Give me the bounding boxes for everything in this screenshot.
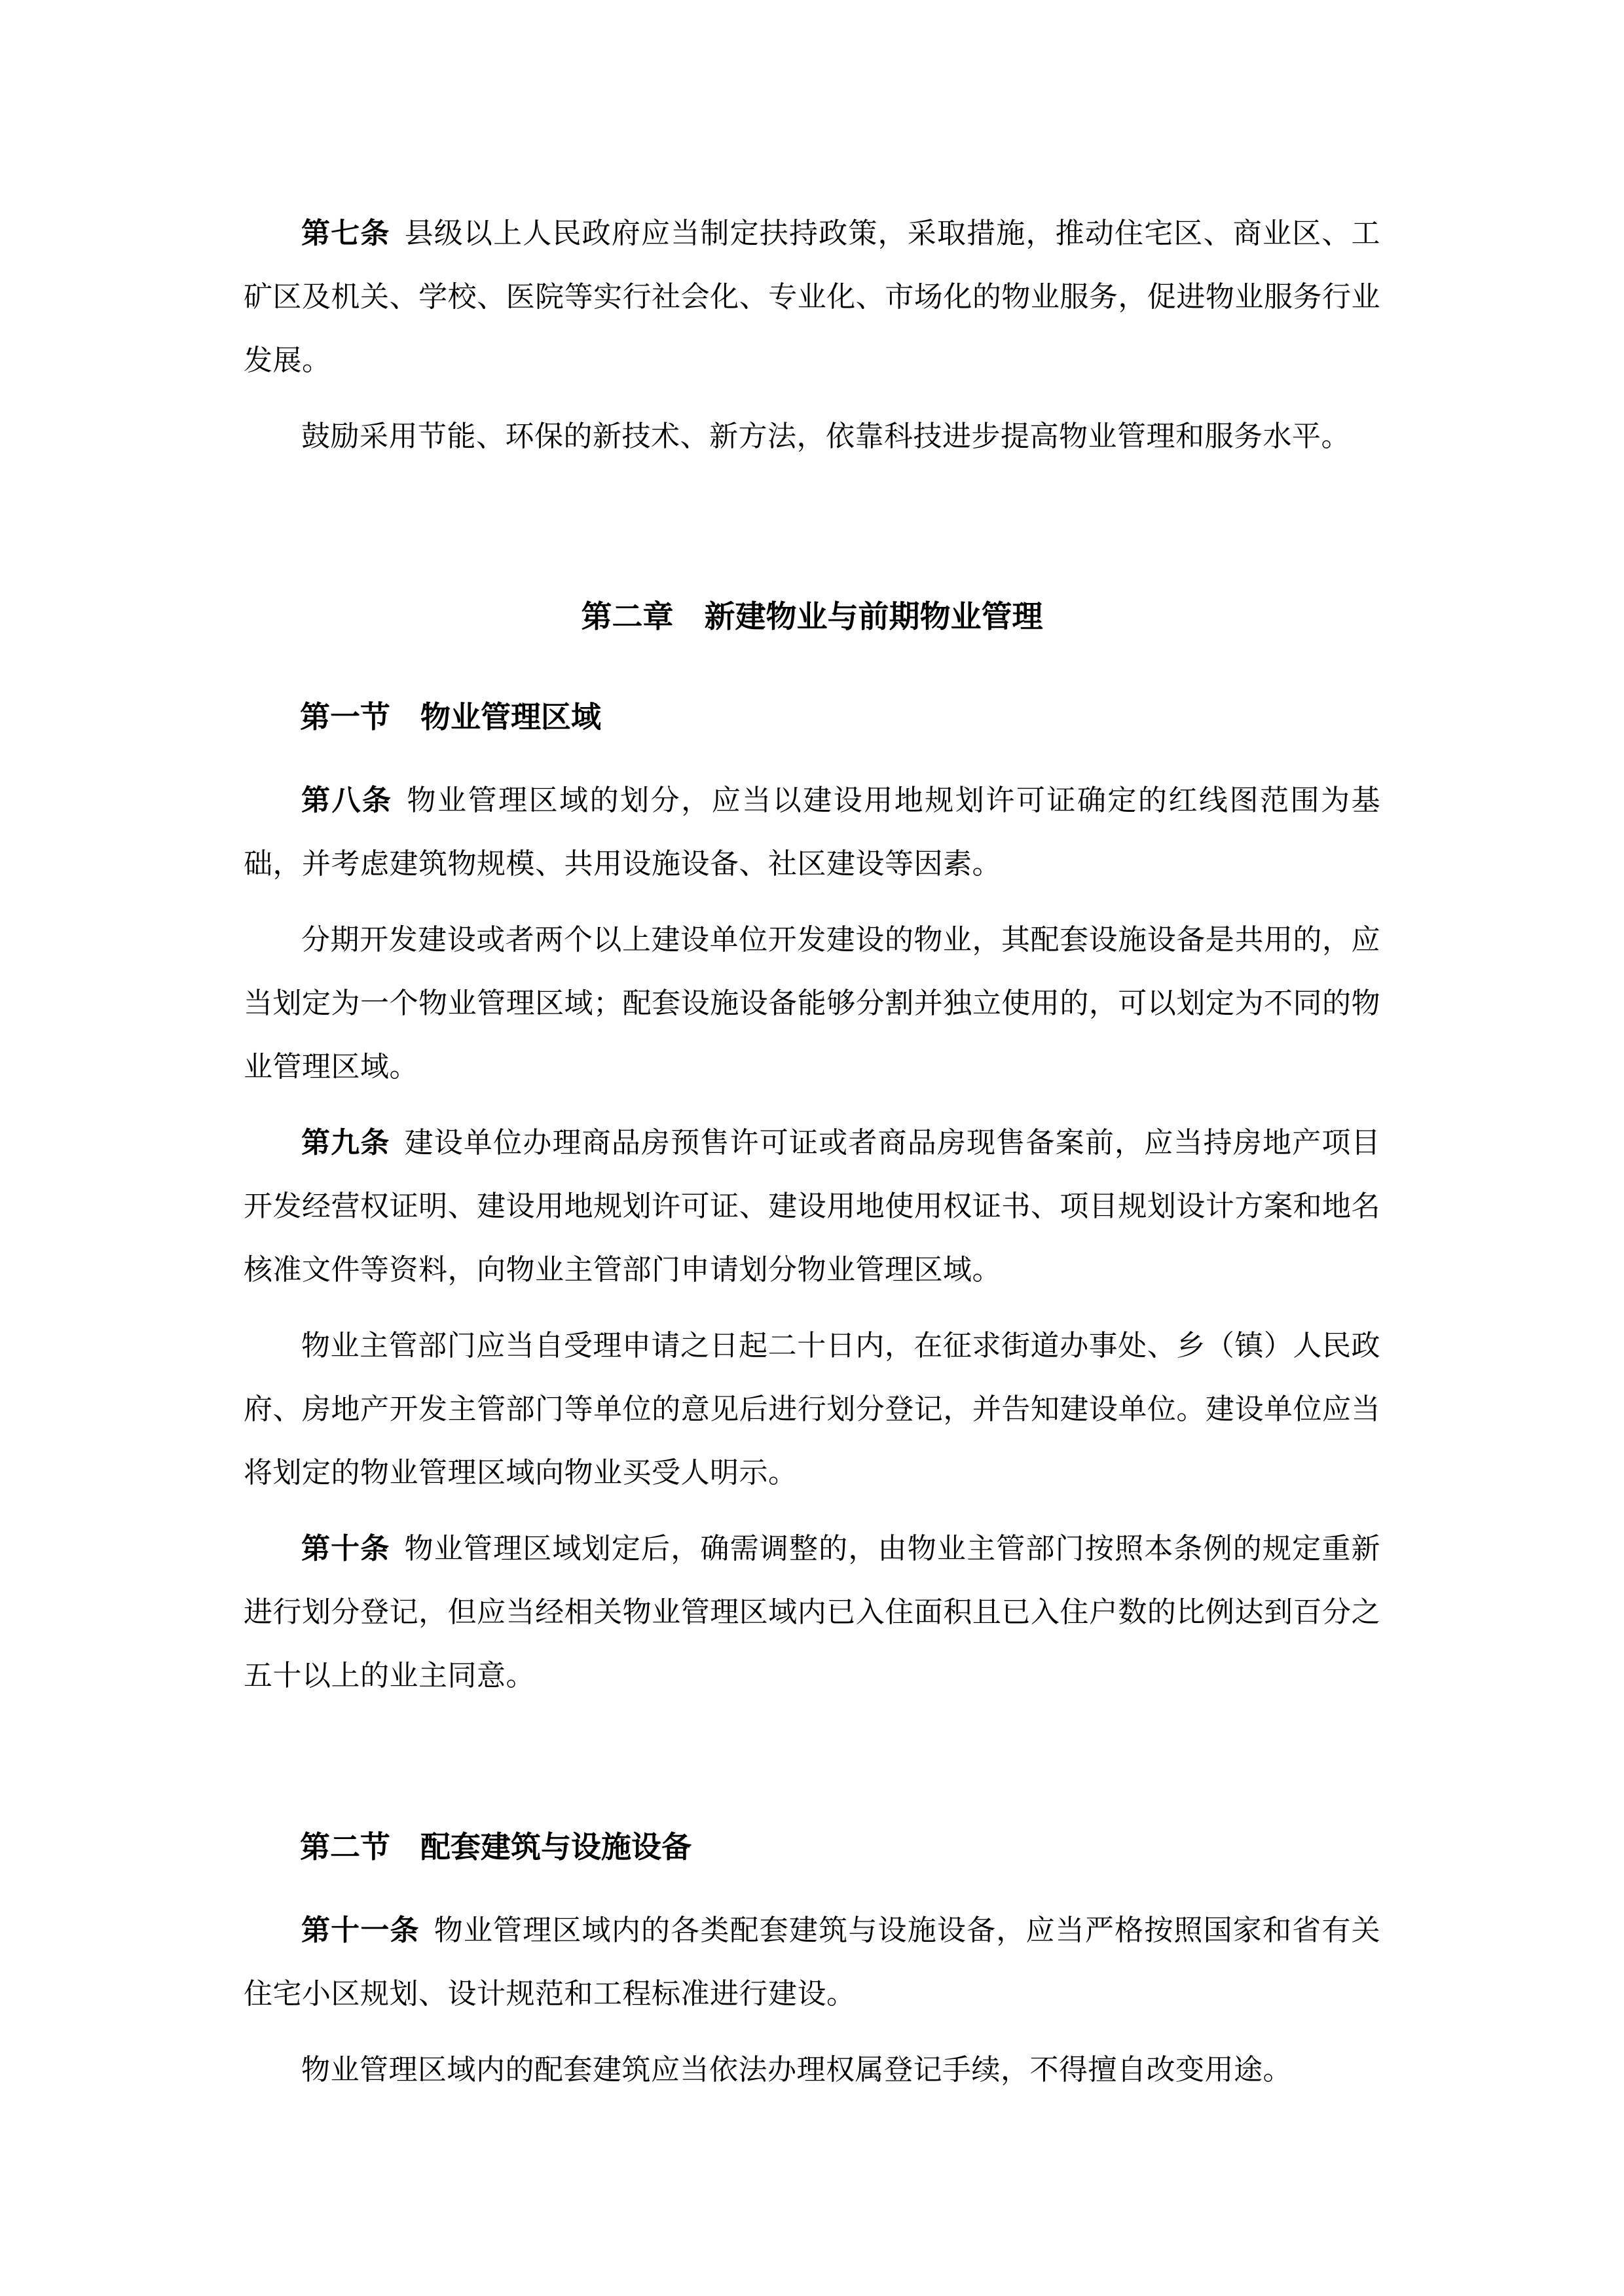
paragraph-text: 物业主管部门应当自受理申请之日起二十日内，在征求街道办事处、乡（镇）人民政府、房地产开发主管部门等单位的意见后进行划分登记，并告知建设单位。建设单位应当将划定的物业管理区域向物业买受人明示。	[244, 1330, 1380, 1489]
article-10-label: 第十条	[301, 1533, 390, 1565]
article-8-label: 第八条	[301, 784, 393, 816]
paragraph-article-8	[244, 769, 1380, 896]
article-9-label: 第九条	[301, 1127, 390, 1159]
paragraph-text: 物业管理区域内的配套建筑应当依法办理权属登记手续，不得擅自改变用途。	[301, 2054, 1292, 2086]
paragraph-authority-registration	[244, 1314, 1380, 1504]
paragraph-text: 分期开发建设或者两个以上建设单位开发建设的物业，其配套设施设备是共用的，应当划定为一个物业管理区域；配套设施设备能够分割并独立使用的，可以划定为不同的物业管理区域。	[244, 924, 1380, 1083]
article-11-text: 物业管理区域内的各类配套建筑与设施设备，应当严格按照国家和省有关住宅小区规划、设计规范和工程标准进行建设。	[244, 1914, 1381, 2010]
paragraph-article-9	[244, 1111, 1380, 1302]
article-7-label: 第七条	[301, 217, 390, 249]
article-11-label: 第十一条	[301, 1914, 420, 1946]
paragraph-article-7	[244, 202, 1380, 392]
paragraph-supporting-buildings	[244, 2038, 1380, 2102]
paragraph-text: 鼓励采用节能、环保的新技术、新方法，依靠科技进步提高物业管理和服务水平。	[301, 420, 1350, 452]
paragraph-article-10	[244, 1517, 1380, 1707]
paragraph-phased-development	[244, 908, 1380, 1099]
paragraph-article-11	[244, 1899, 1380, 2026]
chapter-2-heading: 第二章 新建物业与前期物业管理	[581, 600, 1043, 634]
article-9-text: 建设单位办理商品房预售许可证或者商品房现售备案前，应当持房地产项目开发经营权证明、建设用地规划许可证、建设用地使用权证书、项目规划设计方案和地名核准文件等资料，向物业主管部门申请划分物业管理区域。	[244, 1127, 1381, 1286]
section-2-heading: 第二节 配套建筑与设施设备	[300, 1831, 692, 1864]
section-1-heading: 第一节 物业管理区域	[300, 701, 601, 734]
article-7-text: 县级以上人民政府应当制定扶持政策，采取措施，推动住宅区、商业区、工矿区及机关、学校、医院等实行社会化、专业化、市场化的物业服务，促进物业服务行业发展。	[244, 217, 1381, 376]
paragraph-encourage-tech	[244, 405, 1380, 468]
article-8-text: 物业管理区域的划分，应当以建设用地规划许可证确定的红线图范围为基础，并考虑建筑物规模、共用设施设备、社区建设等因素。	[244, 784, 1380, 880]
article-10-text: 物业管理区域划定后，确需调整的，由物业主管部门按照本条例的规定重新进行划分登记，但应当经相关物业管理区域内已入住面积且已入住户数的比例达到百分之五十以上的业主同意。	[244, 1533, 1381, 1692]
